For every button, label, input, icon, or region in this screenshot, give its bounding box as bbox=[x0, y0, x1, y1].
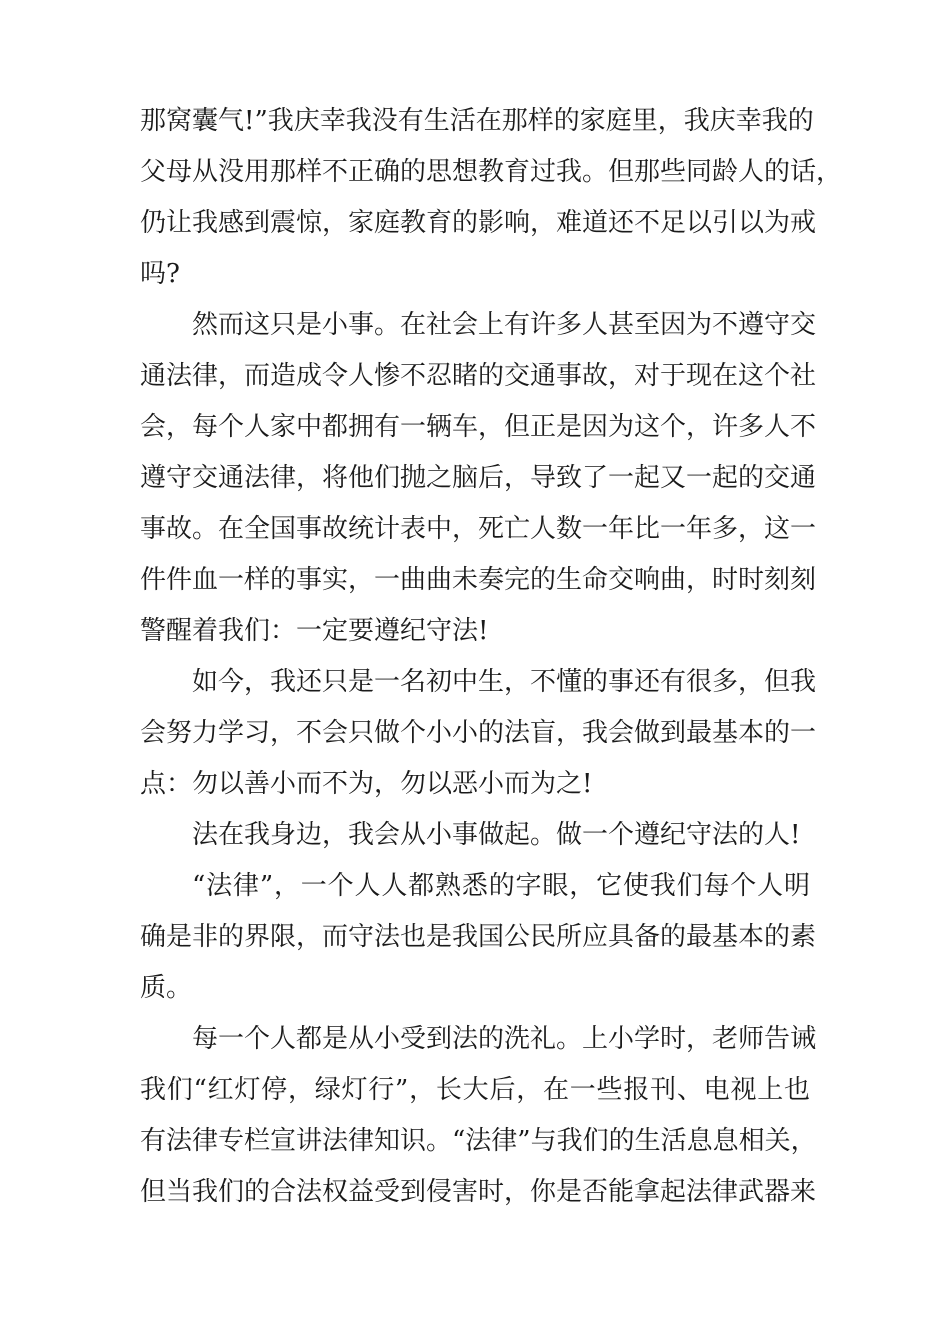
text-line: “法律”，一个人人都熟悉的字眼，它使我们每个人明 bbox=[192, 871, 810, 901]
paragraph bbox=[140, 657, 817, 810]
text-line: 如今，我还只是一名初中生，不懂的事还有很多，但我 bbox=[192, 667, 817, 697]
text-line: 那窝囊气!”我庆幸我没有生活在那样的家庭里，我庆幸我的 bbox=[140, 106, 814, 136]
text-line: 父母从没用那样不正确的思想教育过我。但那些同龄人的话， bbox=[140, 157, 843, 187]
text-line: 警醒着我们：一定要遵纪守法! bbox=[140, 616, 489, 646]
body-text bbox=[140, 96, 843, 1218]
text-line: 仍让我感到震惊，家庭教育的影响，难道还不足以引以为戒 bbox=[140, 208, 817, 238]
paragraph bbox=[140, 300, 817, 657]
text-line: 会努力学习，不会只做个小小的法盲，我会做到最基本的一 bbox=[140, 718, 817, 748]
paragraph bbox=[140, 96, 843, 300]
text-line: 每一个人都是从小受到法的洗礼。上小学时，老师告诫 bbox=[192, 1024, 817, 1054]
text-line: 法在我身边，我会从小事做起。做一个遵纪守法的人! bbox=[192, 820, 801, 850]
text-line: 我们“红灯停，绿灯行”，长大后，在一些报刊、电视上也 bbox=[140, 1075, 810, 1105]
text-line: 通法律，而造成令人惨不忍睹的交通事故，对于现在这个社 bbox=[140, 361, 817, 391]
text-line: 遵守交通法律，将他们抛之脑后，导致了一起又一起的交通 bbox=[140, 463, 817, 493]
text-line: 会，每个人家中都拥有一辆车，但正是因为这个，许多人不 bbox=[140, 412, 817, 442]
text-line: 但当我们的合法权益受到侵害时，你是否能拿起法律武器来 bbox=[140, 1177, 817, 1207]
text-line: 事故。在全国事故统计表中，死亡人数一年比一年多，这一 bbox=[140, 514, 817, 544]
paragraph bbox=[140, 1014, 817, 1218]
text-line: 点：勿以善小而不为，勿以恶小而为之! bbox=[140, 769, 593, 799]
text-line: 件件血一样的事实，一曲曲未奏完的生命交响曲，时时刻刻 bbox=[140, 565, 817, 595]
paragraph bbox=[140, 810, 810, 861]
text-line: 质。 bbox=[140, 973, 193, 1003]
text-line: 然而这只是小事。在社会上有许多人甚至因为不遵守交 bbox=[192, 310, 817, 340]
text-line: 确是非的界限，而守法也是我国公民所应具备的最基本的素 bbox=[140, 922, 817, 952]
text-line: 吗? bbox=[140, 259, 180, 289]
paragraph bbox=[140, 861, 817, 1014]
text-line: 有法律专栏宣讲法律知识。“法律”与我们的生活息息相关， bbox=[140, 1126, 817, 1156]
